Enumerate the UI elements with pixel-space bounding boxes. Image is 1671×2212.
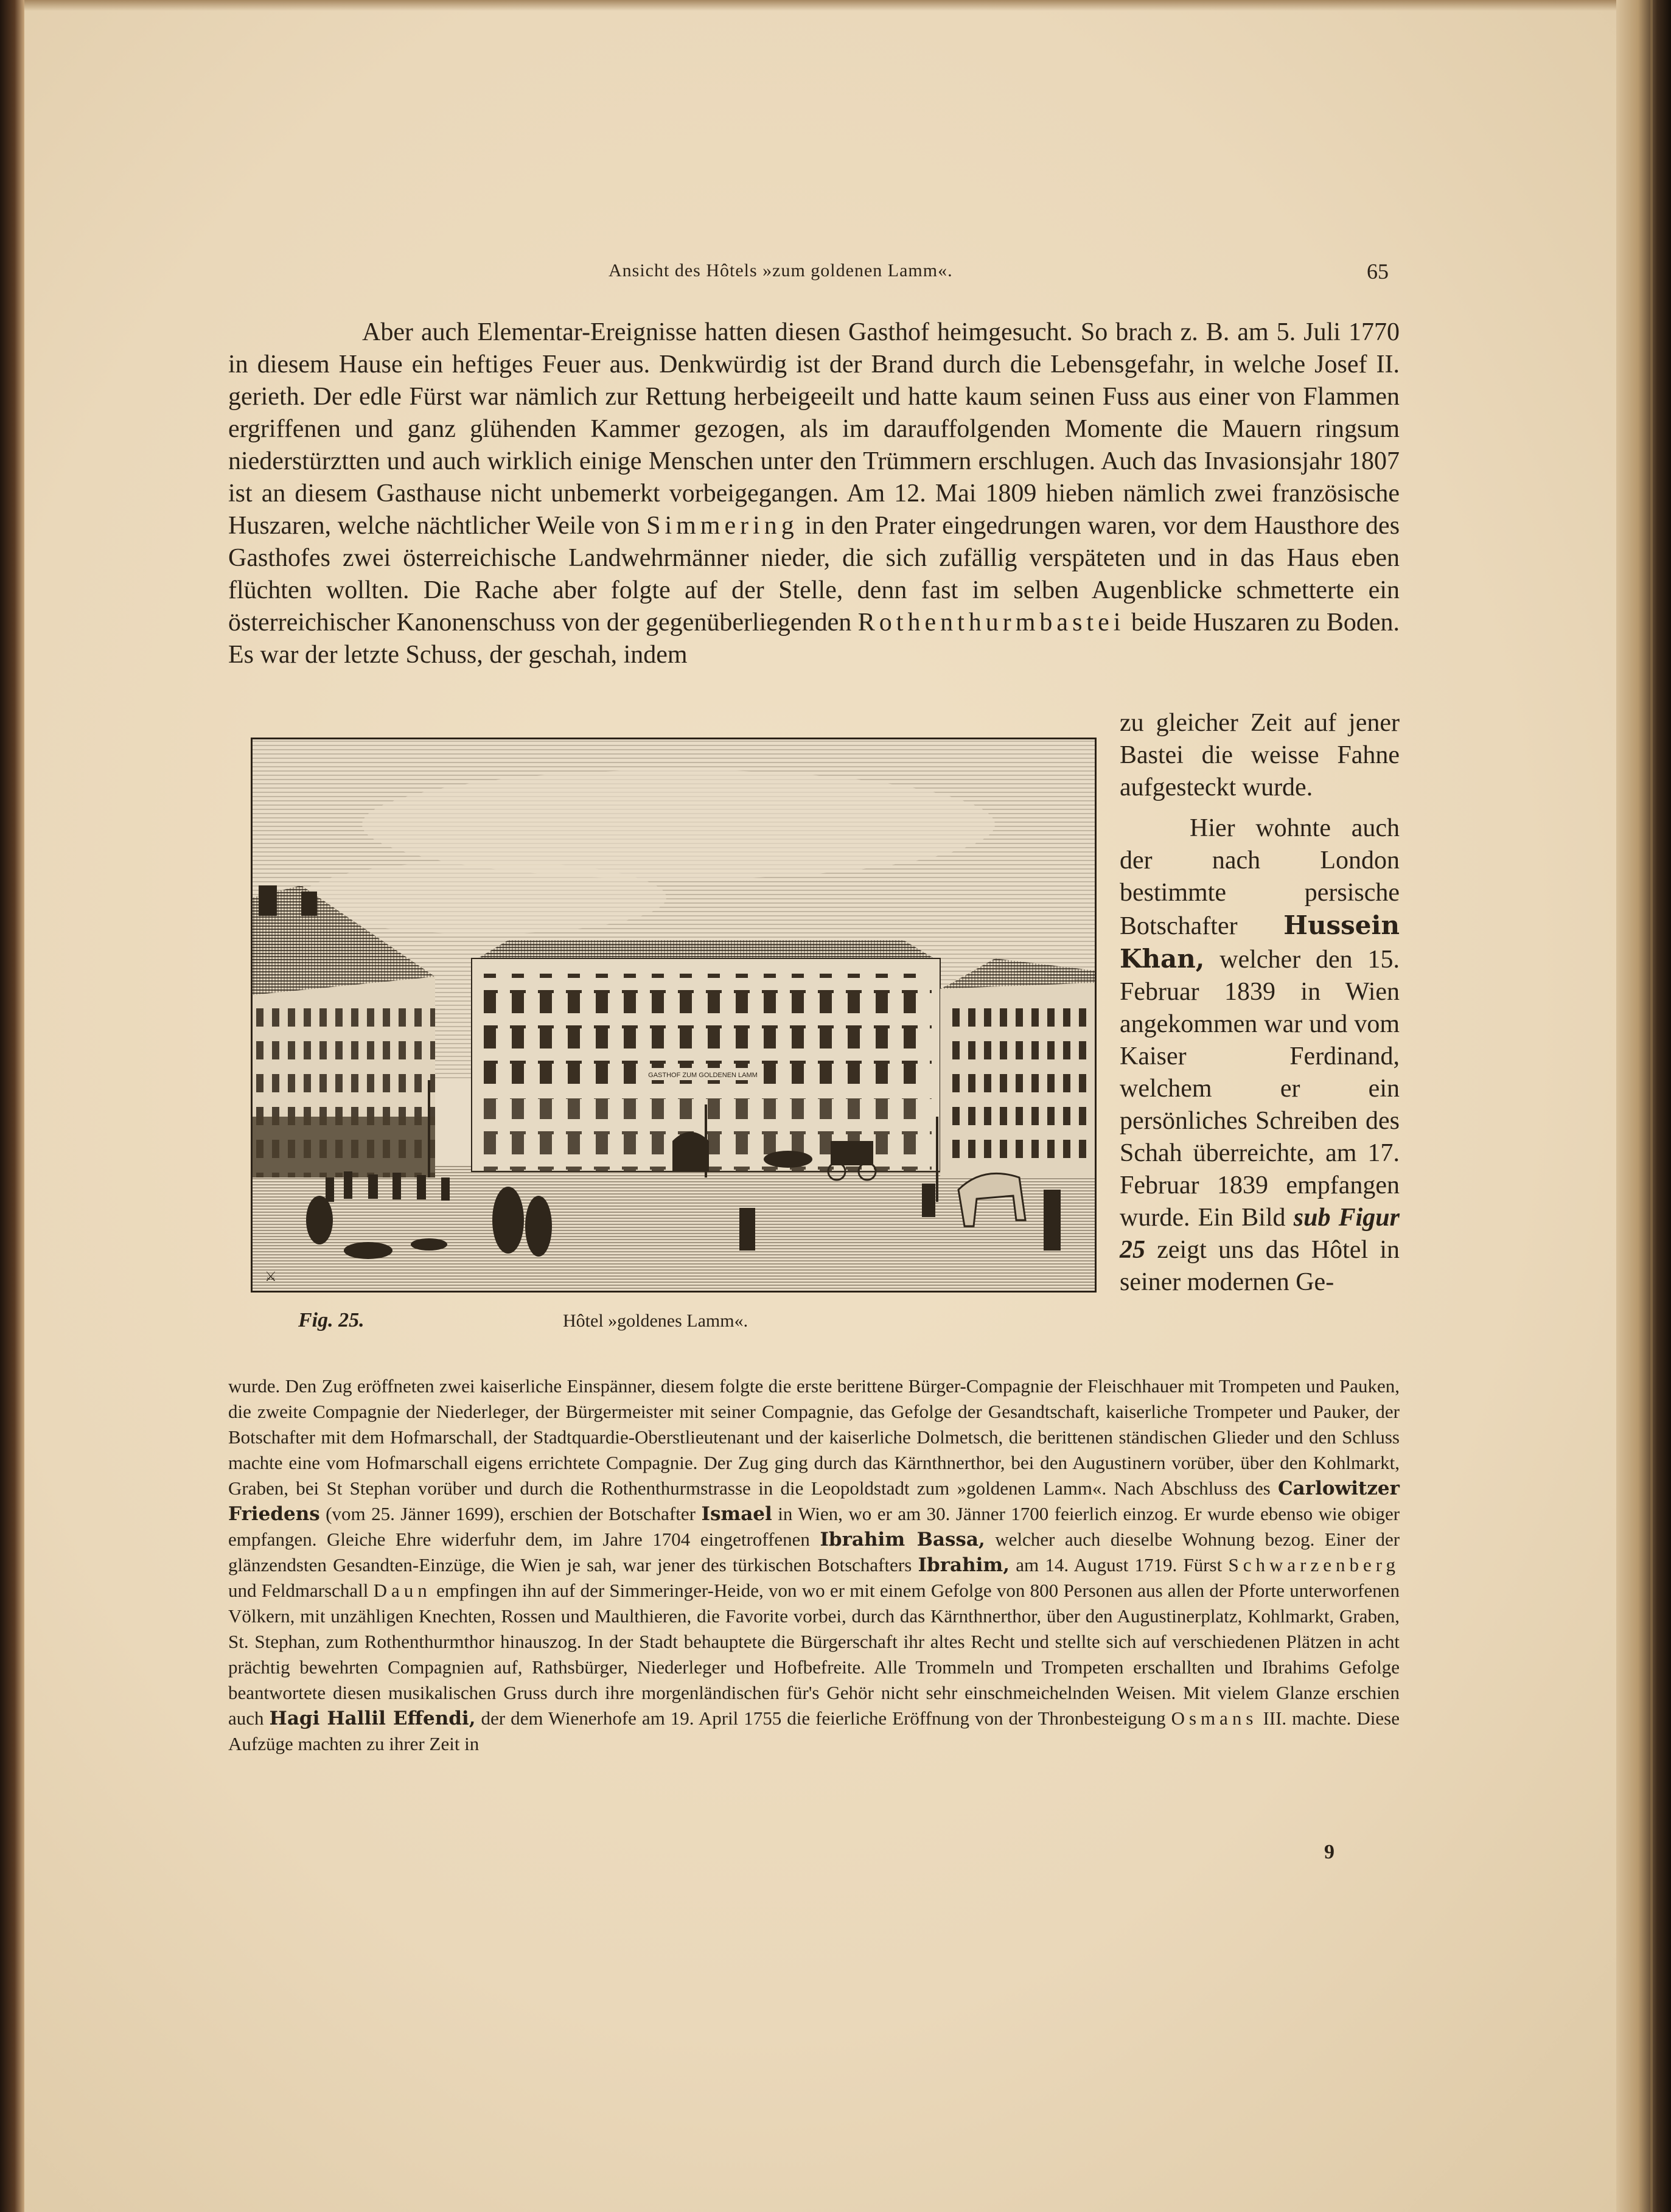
- page-top-edge: [0, 0, 1671, 11]
- footnote: [228, 1373, 1400, 1757]
- side-text-a: Hier wohnte auch der nach London bestimmte persische Botschafter: [1120, 814, 1400, 940]
- name-hussein-khan: Hussein Khan,: [1120, 910, 1400, 974]
- paragraph-text-c: beide Huszaren zu Boden. Es war der letzte Schuss, der geschah, indem: [228, 609, 1400, 669]
- running-title: Ansicht des Hôtels »zum goldenen Lamm«.: [609, 260, 953, 281]
- page-right-edge: [1616, 0, 1671, 2212]
- footnote-text-7: empfingen ihn auf der Simmeringer-Heide, von wo er mit einem Gefolge von 800 Personen aus allen der Pforte unterworfenen Völkern, mit unzähligen Knechten, Rossen und Maulthieren, die Favorite vorbei, durch das Kärnthnerthor, über den Augustinerplatz, Kohlmarkt, Graben, St. Stephan, zum Rothenthurmthor hinauszog. In der Stadt behauptete die Bürgerschaft ihr altes Recht und stellte sich auf verschiedenen Plätzen in acht prächtig bewehrten Compagnien auf, Rathsbürger, Niederleger und Hofbefreite. Alle Trommeln und Trompeten erschallten und Ibrahims Gefolge beantwortete diesen musikalischen Gruss durch ihre morgenländischen für's Gehör nicht sehr einschmeichelnden Weisen. Mit vielem Glanze erschien auch: [228, 1580, 1400, 1729]
- paragraph-fire: [228, 316, 1400, 671]
- footnote-text-5: am 14. August 1719. Fürst: [1016, 1554, 1223, 1575]
- page-number: 65: [1367, 259, 1389, 284]
- side-column-text: [1120, 707, 1400, 1299]
- footnote-text-3: in Wien, wo er am 30. Jänner 1700 feierlich einzog. Er wurde ebenso wie obiger empfangen. Gleiche Ehre widerfuhr dem, im Jahre 1704 eingetroffenen: [228, 1503, 1400, 1550]
- place-rothenthurmbastei: Rothenthurmbastei: [857, 609, 1125, 637]
- side-text-b: welcher den 15. Februar 1839 in Wien angekommen war und vom Kaiser Ferdinand, welchem er ein persönliches Schreiben des Schah überreichte, am 17. Februar 1839 empfangen wurde. Ein Bild: [1120, 946, 1400, 1232]
- name-ismael: Ismael: [701, 1503, 772, 1525]
- running-header: [609, 260, 1400, 291]
- footnote-text-4: welcher auch dieselbe Wohnung bezog. Einer der glänzendsten Gesandten-Einzüge, die Wien je sah, war jener des türkischen Botschafters: [228, 1529, 1400, 1575]
- side-text-c: zeigt uns das Hôtel in seiner modernen Ge-: [1120, 1236, 1400, 1296]
- name-osmans: Osmans: [1171, 1708, 1258, 1729]
- side-paragraph-2: [1120, 812, 1400, 1299]
- place-simmering: Simmering: [646, 512, 798, 540]
- figure-label: Fig. 25.: [298, 1309, 365, 1331]
- footnote-paragraph: [228, 1373, 1400, 1757]
- footnote-text-1: wurde. Den Zug eröffneten zwei kaiserliche Einspänner, diesem folgte die erste berittene Bürger-Compagnie der Fleischhauer mit Trompeten und Pauken, die zweite Compagnie der Niederleger, der Bürgermeister mit seiner Compagnie, das Gefolge der Gesandtschaft, kaiserliche Trompeter und Pauker, der Botschafter mit dem Hofmarschall, der Stadtquardie-Oberstlieutenant und der kaiserliche Dolmetsch, die berittenen ständischen Glieder und den Schluss machte eine vom Hofmarschall eigens errichtete Compagnie. Der Zug ging durch das Kärnthnerthor, bei den Augustinern vorüber, über den Kohlmarkt, Graben, bei St Stephan vorüber und durch die Rothenthurmstrasse in die Leopoldstadt zum »goldenen Lamm«. Nach Abschluss des: [228, 1375, 1400, 1499]
- paragraph-text-b: in den Prater eingedrungen waren, vor dem Hausthore des Gasthofes zwei österreichische Landwehrmänner nieder, die sich zufällig verspäteten und in das Haus eben flüchten wollten. Die Rache aber folgte auf der Stelle, denn fast im selben Augenblicke schmetterte ein österreichischer Kanonenschuss von der gegenüberliegenden: [228, 512, 1400, 637]
- name-carlowitzer-friedens: Carlowitzer Friedens: [228, 1478, 1400, 1525]
- figure-reference: sub Figur 25: [1120, 1204, 1400, 1264]
- footnote-text-6: und Feldmarschall: [228, 1580, 369, 1601]
- side-paragraph-1: zu gleicher Zeit auf jener Bastei die weisse Fahne aufgesteckt wurde.: [1120, 709, 1400, 801]
- name-daun: Daun: [373, 1580, 431, 1601]
- book-spine-shadow: [0, 0, 24, 2212]
- name-hagi-hallil-effendi: Hagi Hallil Effendi,: [269, 1708, 476, 1729]
- hotel-engraving: [253, 739, 1095, 1291]
- footnote-text-9: III. machte. Diese Aufzüge machten zu ihrer Zeit in: [228, 1708, 1400, 1754]
- name-ibrahim-bassa: Ibrahim Bassa,: [820, 1529, 985, 1551]
- paragraph-text-a: Aber auch Elementar-Ereignisse hatten diesen Gasthof heimgesucht. So brach z. B. am 5. Juli 1770 in diesem Hause ein heftiges Feuer aus. Denkwürdig ist der Brand durch die Lebensgefahr, in welche Josef II. gerieth. Der edle Fürst war nämlich zur Rettung herbeigeeilt und hatte kaum seinen Fuss aus einer von Flammen ergriffenen und ganz glühenden Kammer gezogen, als im darauffolgenden Momente die Mauern ringsum niederstürztten und auch wirklich einige Menschen unter den Trümmern erschlugen. Auch das Invasionsjahr 1807 ist an diesem Gasthause nicht unbemerkt vorbeigegangen. Am 12. Mai 1809 hieben nämlich zwei französische Huszaren, welche nächtlicher Weile von: [228, 318, 1400, 540]
- hotel-roof: [478, 940, 934, 958]
- sheet-signature: 9: [1324, 1841, 1334, 1863]
- footnote-text-8: der dem Wienerhofe am 19. April 1755 die feierliche Eröffnung von der Thronbesteigung: [481, 1708, 1166, 1729]
- name-ibrahim: Ibrahim,: [918, 1554, 1010, 1576]
- hotel-sign: GASTHOF ZUM GOLDENEN LAMM: [648, 1072, 758, 1079]
- page-right-edge-line: [1650, 0, 1653, 2212]
- figure-illustration: [251, 738, 1097, 1293]
- svg-text:⚔: ⚔: [265, 1269, 277, 1284]
- footnote-text-2: (vom 25. Jänner 1699), erschien der Botschafter: [326, 1503, 696, 1524]
- main-text: [228, 316, 1400, 671]
- figure-caption: Hôtel »goldenes Lamm«.: [563, 1311, 748, 1331]
- name-schwarzenberg: Schwarzenberg: [1228, 1554, 1400, 1575]
